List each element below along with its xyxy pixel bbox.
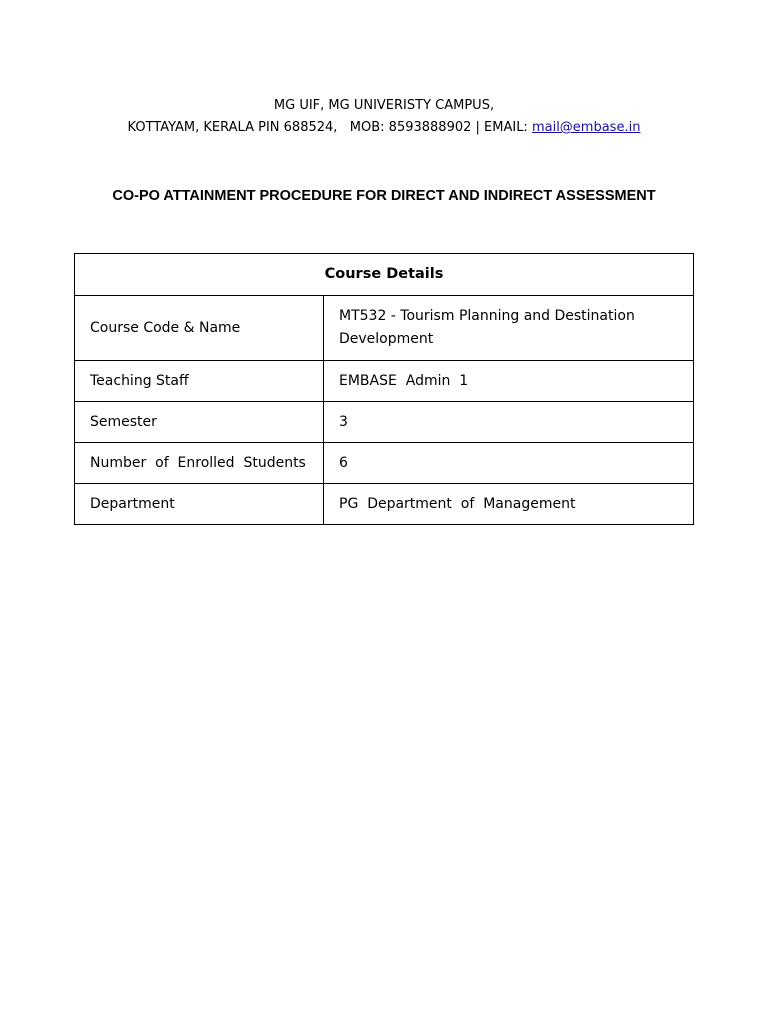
enrolled-students-label: Number of Enrolled Students (75, 443, 324, 484)
course-code-value: MT532 - Tourism Planning and Destination Development (324, 296, 694, 361)
address-line-2 (0, 120, 768, 136)
teaching-staff-value: EMBASE Admin 1 (324, 361, 694, 402)
semester-value: 3 (324, 402, 694, 443)
email-link[interactable]: mail@embase.in (531, 120, 641, 135)
department-label: Department (75, 484, 324, 525)
teaching-staff-label: Teaching Staff (75, 361, 324, 402)
table-row-teaching-staff (75, 361, 694, 402)
contact-text: KOTTAYAM, KERALA PIN 688524, MOB: 8593888902 | EMAIL: (127, 120, 532, 135)
address-line-1: MG UIF, MG UNIVERISTY CAMPUS, (273, 98, 495, 113)
department-value: PG Department of Management (324, 484, 694, 525)
document-title: CO-PO ATTAINMENT PROCEDURE FOR DIRECT AND INDIRECT ASSESSMENT (112, 188, 656, 204)
course-details-table (74, 253, 694, 525)
table-row-course-code (75, 296, 694, 361)
enrolled-students-value: 6 (324, 443, 694, 484)
table-header-row (75, 254, 694, 296)
semester-label: Semester (75, 402, 324, 443)
table-row-semester (75, 402, 694, 443)
table-row-department (75, 484, 694, 525)
course-code-label: Course Code & Name (75, 296, 324, 361)
course-details-heading: Course Details (75, 254, 694, 296)
table-row-enrolled-students (75, 443, 694, 484)
